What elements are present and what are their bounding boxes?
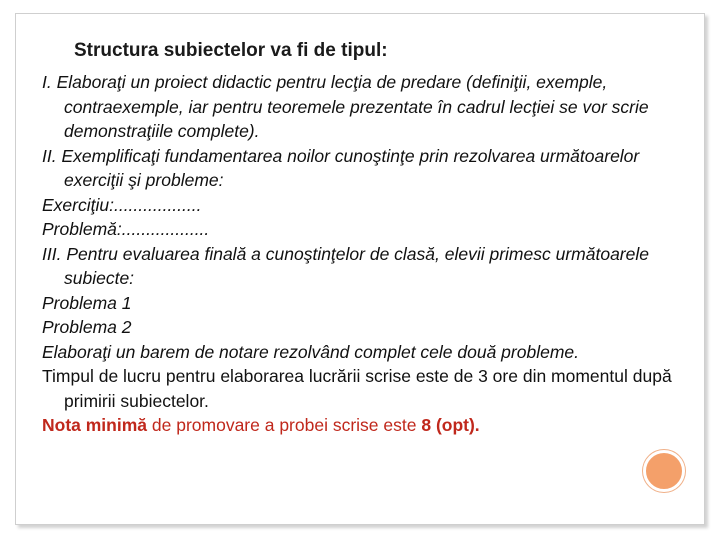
decorative-circle xyxy=(643,450,685,492)
item-two-number: II. xyxy=(42,145,57,166)
item-one-text: Elaboraţi un proiect didactic pentru lecţia de predare (definiţii, exemple, contraexemple, iar pentru teoremele prezentate în cadrul lecţiei se vor scrie demonstraţiile complete). xyxy=(51,72,649,141)
problem-two: Problema 2 xyxy=(42,317,132,337)
item-one xyxy=(42,70,687,144)
exercise-line: Exerciţiu:.................. xyxy=(42,194,202,215)
item-one-number: I. xyxy=(42,72,52,92)
item-three-number: III. xyxy=(42,243,62,264)
slide-content xyxy=(42,70,687,438)
minimum-grade-value: 8 (opt). xyxy=(421,415,480,435)
slide-title: Structura subiectelor va fi de tipul: xyxy=(74,40,388,61)
item-three xyxy=(42,242,687,291)
item-three-text: Pentru evaluarea finală a cunoştinţelor de clasă, elevii primesc următoarele subiecte: xyxy=(61,243,649,288)
problem-line: Problemă:.................. xyxy=(42,219,210,239)
item-two xyxy=(42,144,687,193)
item-two-text: Exemplificaţi fundamentarea noilor cunoştinţe prin rezolvarea următoarelor exerciţii şi probleme: xyxy=(56,145,640,190)
grading-instruction: Elaboraţi un barem de notare rezolvând complet cele două probleme. xyxy=(42,341,579,362)
problem-one: Problema 1 xyxy=(42,292,132,313)
time-info: Timpul de lucru pentru elaborarea lucrării scrise este de 3 ore din momentul după primirii subiectelor. xyxy=(42,366,672,411)
minimum-grade xyxy=(42,413,687,438)
minimum-grade-label: Nota minimă xyxy=(42,415,148,435)
minimum-grade-text: de promovare a probei scrise este xyxy=(147,415,422,435)
